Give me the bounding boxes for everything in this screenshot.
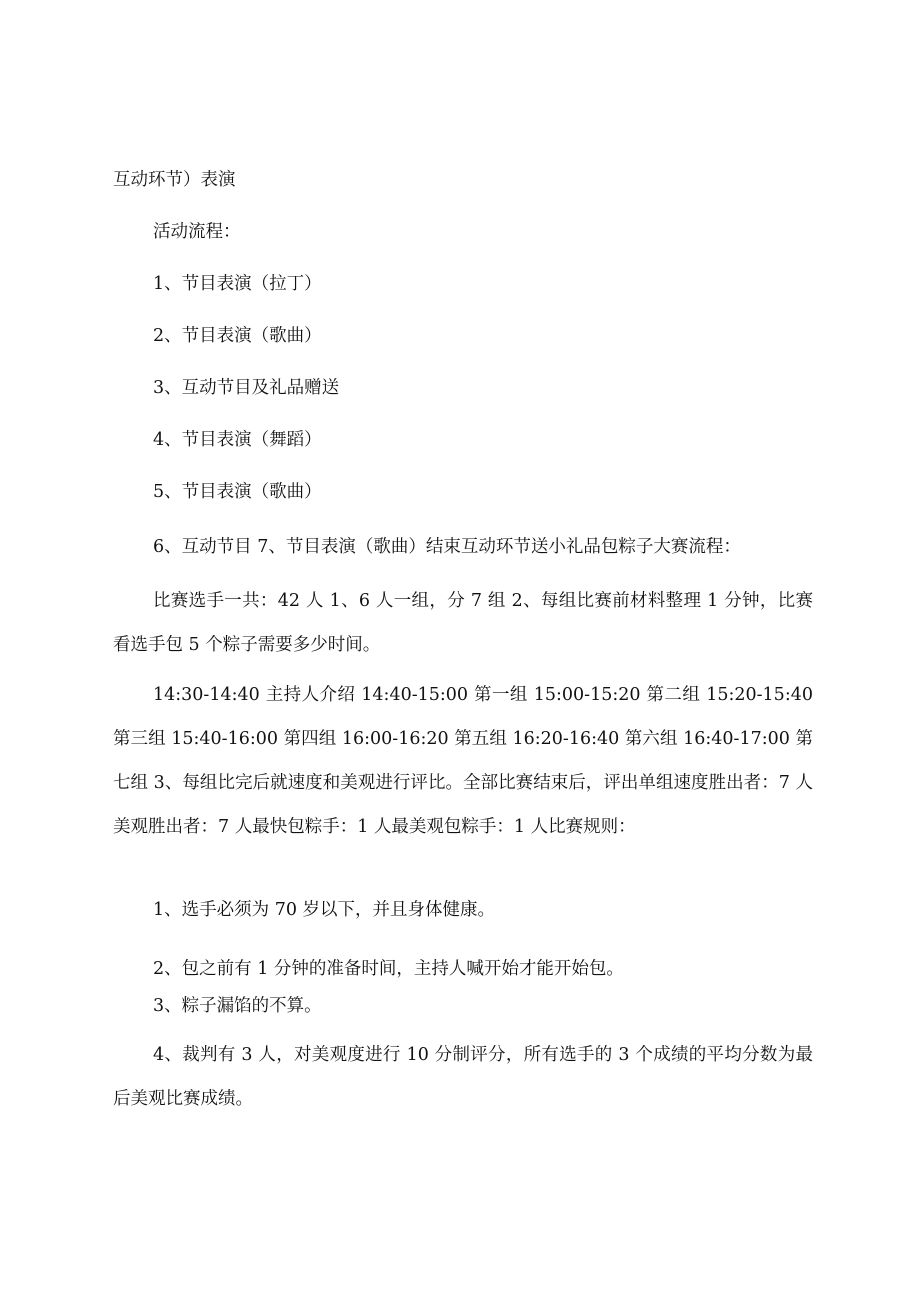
flow-heading: 活动流程： (153, 222, 241, 242)
flow-item-4: 4、节目表演（舞蹈） (153, 430, 322, 450)
rule-2: 2、包之前有 1 分钟的准备时间，主持人喊开始才能开始包。 (153, 959, 624, 979)
flow-item-2: 2、节目表演（歌曲） (153, 326, 322, 346)
rule-3: 3、粽子漏馅的不算。 (153, 996, 322, 1016)
schedule-paragraph: 14:30-14:40 主持人介绍 14:40-15:00 第一组 15:00-15:20 第二组 15:20-15:40 第三组 15:40-16:00 第四组 16:00-16:20 第五组 16:20-16:40 第六组 16:40-17:00 第七组 3、每组比完后就速度和美观进行评比。全部比赛结束后，评出单组速度胜出者：7 人美观胜出者：7 人最快包粽手：1 人最美观包粽手：1 人比赛规则： (113, 685, 813, 837)
continuation-line: 互动环节）表演 (113, 170, 236, 190)
flow-item-5: 5、节目表演（歌曲） (153, 482, 322, 502)
flow-item-1: 1、节目表演（拉丁） (153, 274, 322, 294)
rule-4-paragraph: 4、裁判有 3 人，对美观度进行 10 分制评分，所有选手的 3 个成绩的平均分数为最后美观比赛成绩。 (113, 1045, 813, 1109)
flow-item-6-line: 6、互动节目 7、节目表演（歌曲）结束互动环节送小礼品包粽子大赛流程： (153, 537, 741, 557)
contestants-paragraph: 比赛选手一共：42 人 1、6 人一组，分 7 组 2、每组比赛前材料整理 1 分钟，比赛看选手包 5 个粽子需要多少时间。 (113, 591, 813, 655)
rule-1: 1、选手必须为 70 岁以下，并且身体健康。 (153, 900, 496, 920)
flow-item-3: 3、互动节目及礼品赠送 (153, 378, 340, 398)
